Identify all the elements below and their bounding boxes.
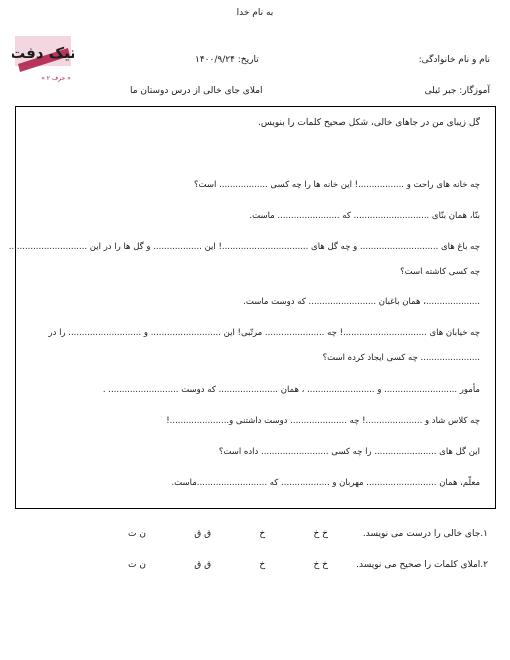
exercise-line: بنّا، همان بنّای ............................ که ....................... ماست. [249,211,480,221]
grade-option: خ [259,529,266,539]
grade-option: خ [259,560,266,570]
date-label: تاریخ: ۱۴۰۰/۹/۲۴ [195,55,259,65]
logo-wordmark: تیک دفت [12,44,74,62]
assessment-criterion-1: ۱.جای خالی را درست می نویسد. [362,529,488,539]
bismillah-heading: به نام خدا [236,8,274,18]
exercise-line: چه خانه های راحت و .................! این خانه ها را چه کسی .................. است؟ [194,180,480,190]
exercise-line: مأمور ........................... و ......................... ، همان ...................... که دوست .......................... . [102,385,480,395]
grade-option: ق ق [194,560,212,570]
exercise-line: چه خیابان های ...............................! چه ...................... مرتّبی! این .......................... و ........................... را در [48,328,480,338]
exercise-line: این گل های ....................... را چه کسی ......................... داده است؟ [218,447,480,457]
grade-option: ق ق [194,529,212,539]
exercise-line: چه باغ های ............................. و چه گل های ................................! این .................. و گل ها را در این ............................. [8,242,480,252]
worksheet-title: املای جای خالی از درس دوستان ما [130,86,263,96]
assessment-criterion-2: ۲.املای کلمات را صحیح می نویسد. [356,560,488,570]
teacher-label: آموزگار: جبر ئیلی [424,86,490,96]
exercise-line: ...................... چه کسی ایجاد کرده است؟ [322,353,480,363]
assessment-grades-1 [128,529,328,539]
logo-subtext: « حرف ۲ » [41,75,71,82]
exercise-line: معلّم، همان .......................... مهربان و .................. که ..........................ماست. [171,478,480,488]
exercise-line: چه کسی کاشته است؟ [400,267,480,277]
tik-daft-logo [12,26,74,84]
exercise-line: ....................، همان باغبان ......................... که دوست ماست. [243,297,480,307]
assessment-grades-2 [128,560,328,570]
grade-option: ن ت [128,560,146,570]
student-name-label: نام و نام خانوادگی: [418,55,490,65]
grade-option: ن ت [128,529,146,539]
grade-option: خ خ [313,560,328,570]
instruction-text: گل زیبای من در جاهای خالی، شکل صحیح کلمات را بنویس. [258,118,480,128]
exercise-line: چه کلاس شاد و .....................! چه ..................... دوست داشتنی و......................! [166,416,480,426]
grade-option: خ خ [313,529,328,539]
